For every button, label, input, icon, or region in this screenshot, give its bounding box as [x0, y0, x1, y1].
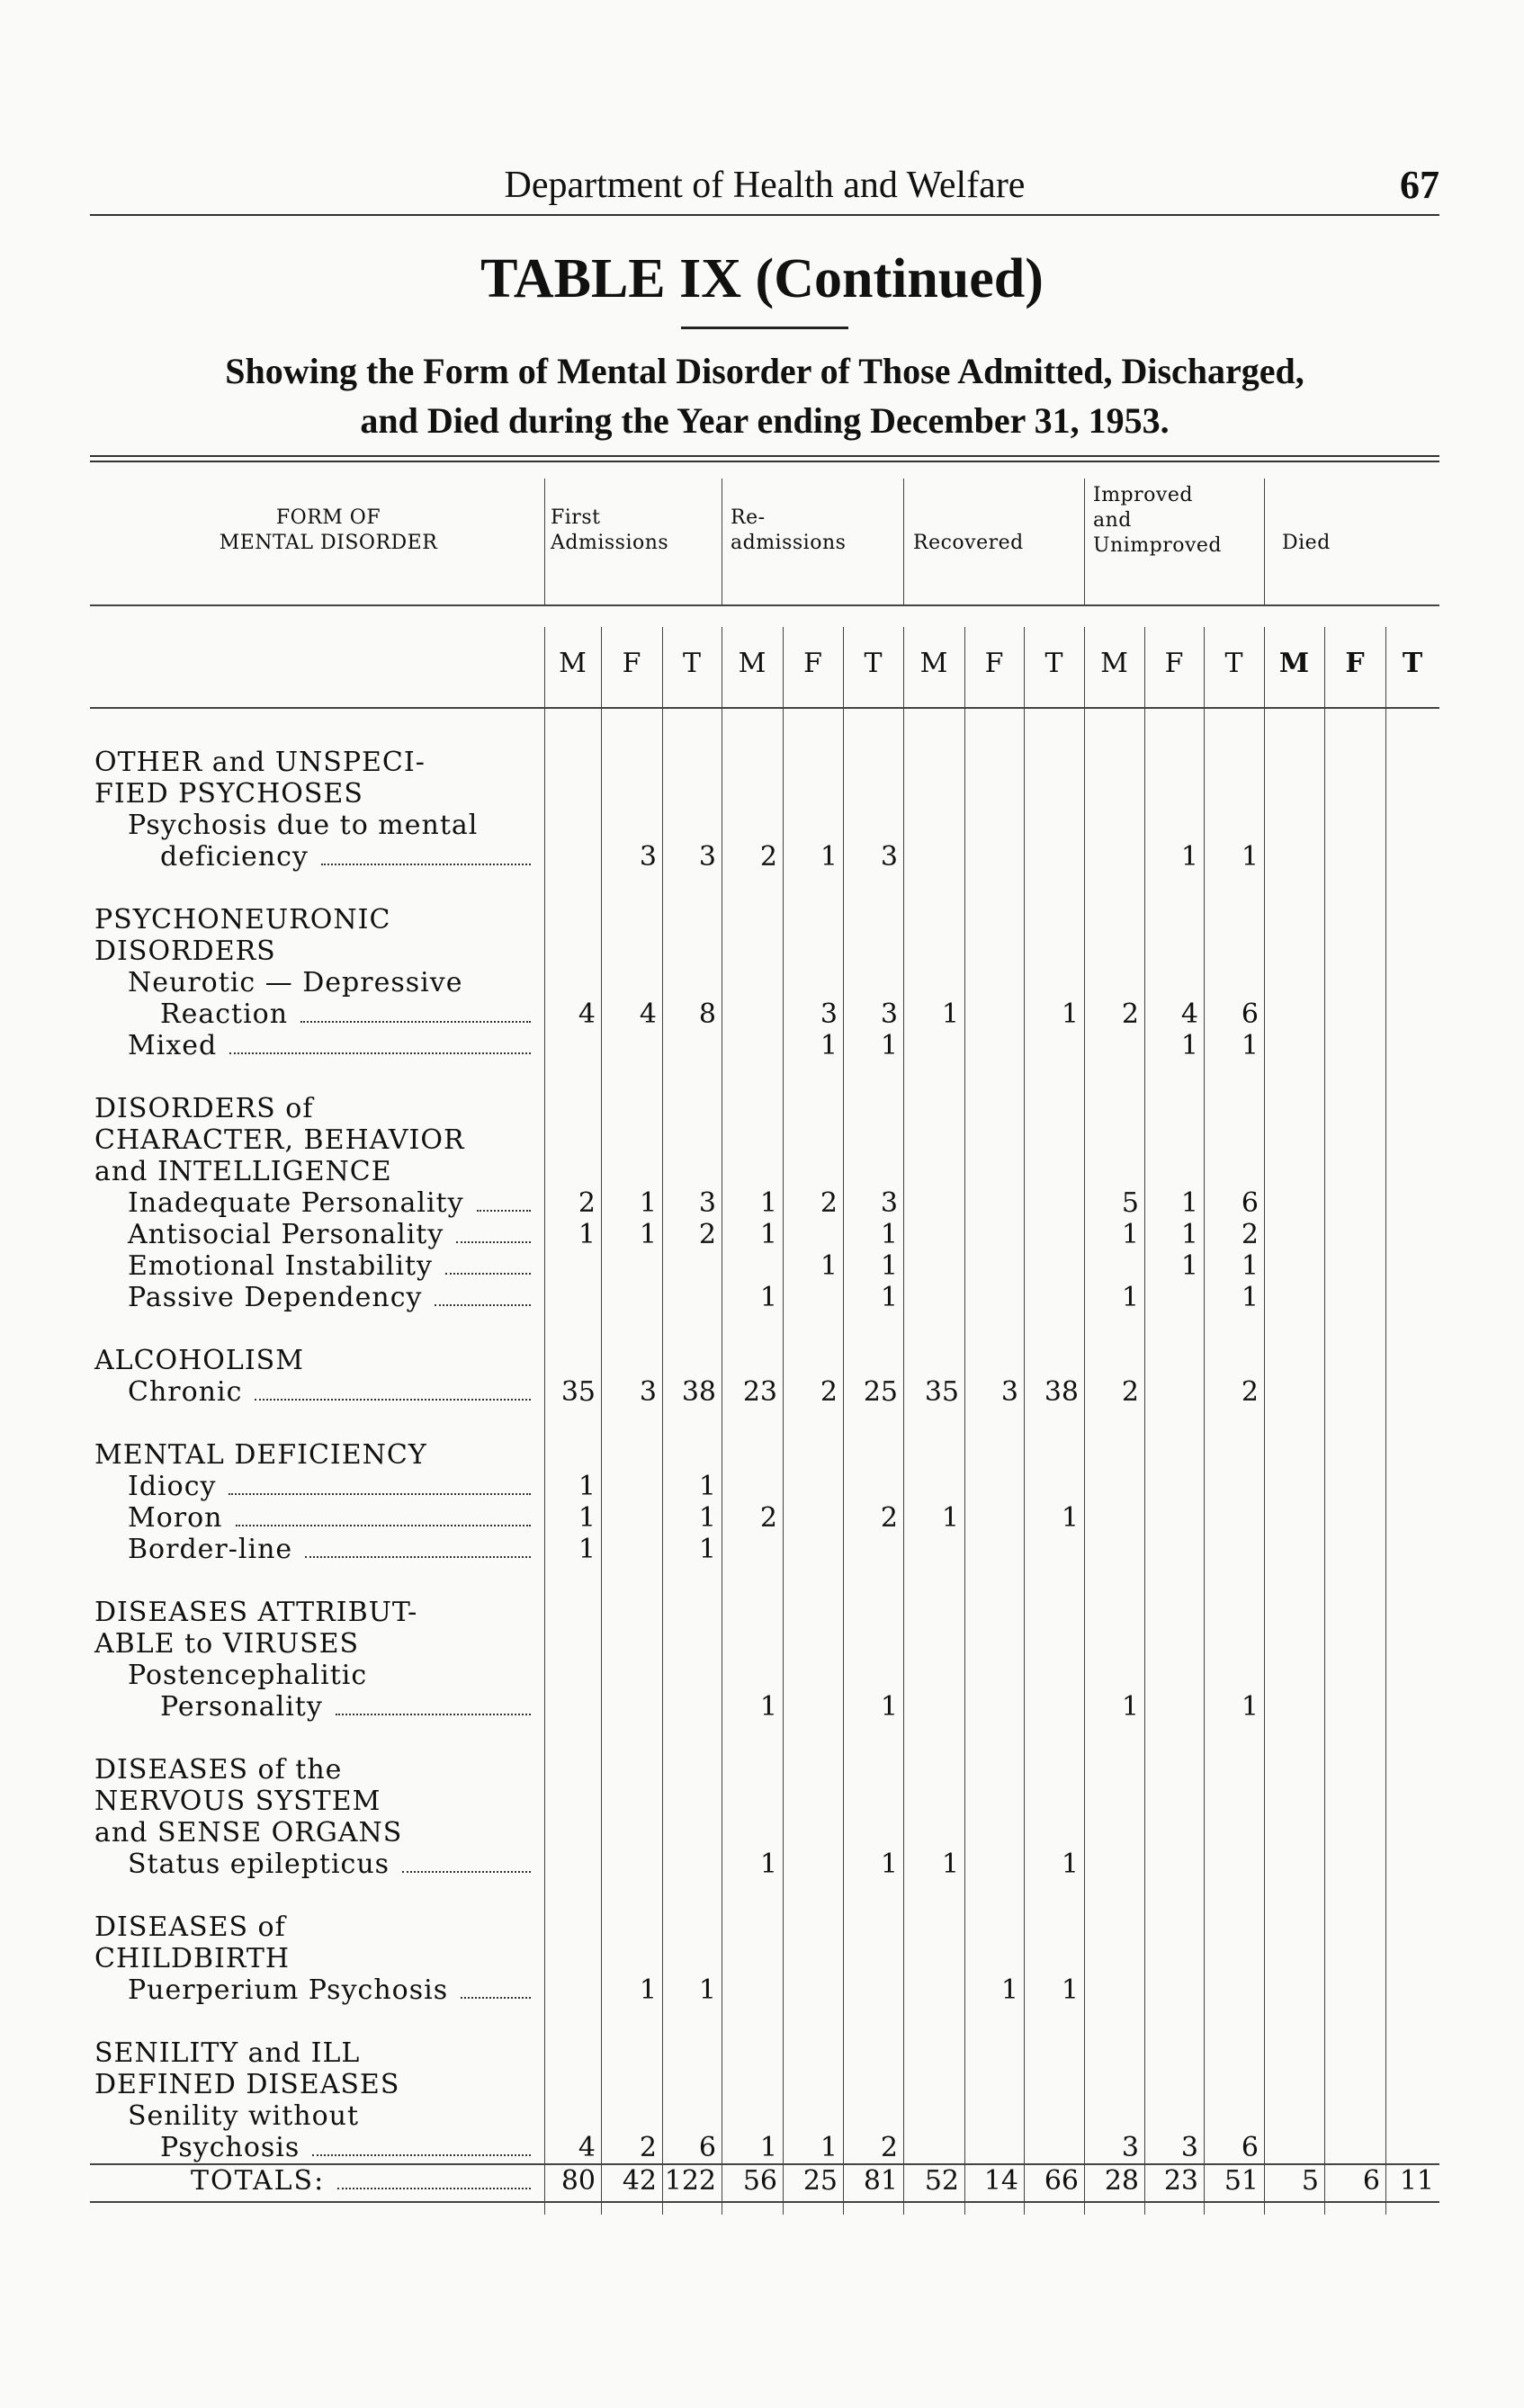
group-header-line: Re-	[731, 506, 766, 529]
column-divider	[1084, 627, 1085, 2215]
table-cell: 4	[578, 998, 596, 1030]
row-label	[128, 1660, 367, 1691]
table-cell: 1	[698, 1471, 716, 1502]
table-cell: 1	[941, 998, 959, 1030]
table-cell: 2	[1241, 1219, 1259, 1250]
group-header-line: and	[1093, 509, 1132, 532]
table-cell: 1	[820, 1250, 838, 1282]
table-cell: 3	[880, 1187, 898, 1219]
table-cell: 1	[1121, 1691, 1139, 1723]
table-cell: 4	[1180, 998, 1198, 1030]
table-cell: 2	[759, 841, 777, 873]
table-cell: 1	[1241, 1691, 1259, 1723]
totals-cell: 6	[1362, 2165, 1380, 2197]
section-heading: PSYCHONEURONIC	[94, 904, 391, 935]
table-cell: 38	[681, 1376, 716, 1408]
table-cell: 3	[880, 841, 898, 873]
section-heading: CHILDBIRTH	[94, 1943, 291, 1974]
group-header-first-admissions	[551, 506, 668, 556]
table-cell: 3	[880, 998, 898, 1030]
table-cell: 1	[880, 1219, 898, 1250]
table-cell: 3	[1000, 1376, 1018, 1408]
table-cell: 6	[698, 2132, 716, 2163]
table-subtitle	[90, 346, 1439, 445]
title-underline	[681, 327, 848, 329]
row-label	[128, 1250, 531, 1282]
column-divider	[903, 627, 904, 2215]
table-cell: 1	[941, 1502, 959, 1534]
row-label-text: Moron	[128, 1502, 223, 1534]
table-cell: 3	[1180, 2132, 1198, 2163]
row-label-text: Personality	[160, 1691, 323, 1723]
table-cell: 1	[578, 1502, 596, 1534]
row-label-text: Neurotic — Depressive	[128, 967, 463, 998]
stub-header-line: FORM OF	[275, 506, 381, 529]
table-cell: 1	[880, 1250, 898, 1282]
table-cell: 2	[1121, 1376, 1139, 1408]
totals-cell: 51	[1224, 2165, 1259, 2197]
column-header: T	[1044, 648, 1063, 679]
table-cell: 1	[1061, 1849, 1079, 1880]
statistics-table	[90, 461, 1439, 2197]
table-cell: 1	[1121, 1219, 1139, 1250]
table-cell: 1	[880, 1849, 898, 1880]
stub-header-line: MENTAL DISORDER	[219, 532, 438, 554]
table-cell: 1	[698, 1502, 716, 1534]
table-cell: 6	[1241, 998, 1259, 1030]
table-cell: 3	[639, 1376, 657, 1408]
row-label-text: Status epilepticus	[128, 1849, 390, 1880]
running-head	[90, 160, 1439, 216]
section-heading: NERVOUS SYSTEM	[94, 1786, 381, 1817]
row-label-text: Reaction	[160, 998, 289, 1030]
group-divider	[1084, 479, 1085, 604]
table-cell: 1	[880, 1282, 898, 1313]
table-cell: 1	[578, 1219, 596, 1250]
section-heading: ALCOHOLISM	[94, 1345, 304, 1376]
table-cell: 2	[820, 1376, 838, 1408]
table-cell: 1	[1241, 1250, 1259, 1282]
section-heading: DISORDERS	[94, 935, 276, 967]
dot-leader	[321, 863, 531, 865]
section-heading: SENILITY and ILL	[94, 2037, 361, 2069]
totals-cell: 122	[664, 2165, 716, 2197]
table-cell: 1	[1121, 1282, 1139, 1313]
table-cell: 25	[863, 1376, 898, 1408]
row-label-text: Chronic	[128, 1376, 243, 1408]
bottom-rule	[90, 2201, 1439, 2203]
section-heading: and INTELLIGENCE	[94, 1156, 392, 1187]
row-label-text: Antisocial Personality	[128, 1219, 444, 1250]
group-header-died	[1282, 531, 1331, 556]
column-header: M	[559, 648, 587, 679]
column-header: T	[682, 648, 701, 679]
column-divider	[1385, 627, 1386, 2215]
totals-cell: 66	[1044, 2165, 1079, 2197]
row-label	[128, 1471, 531, 1502]
table-cell: 1	[759, 1282, 777, 1313]
group-header-line: admissions	[731, 532, 847, 554]
table-title: TABLE IX (Continued)	[480, 248, 1044, 309]
group-header-improved-unimproved	[1093, 483, 1222, 559]
table-cell: 2	[1241, 1376, 1259, 1408]
table-cell: 3	[698, 1187, 716, 1219]
stub-header	[180, 506, 477, 556]
table-cell: 1	[578, 1471, 596, 1502]
table-cell: 8	[698, 998, 716, 1030]
table-cell: 2	[1121, 998, 1139, 1030]
table-cell: 1	[759, 2132, 777, 2163]
totals-cell: 80	[560, 2165, 596, 2197]
section-heading: and SENSE ORGANS	[94, 1817, 403, 1849]
row-label	[128, 1282, 531, 1313]
department-name: Department of Health and Welfare	[504, 165, 1026, 206]
dot-leader	[229, 1052, 531, 1054]
group-header-line: Recovered	[913, 532, 1024, 554]
column-header: M	[919, 648, 948, 679]
table-cell: 2	[759, 1502, 777, 1534]
row-label-text: Mixed	[128, 1030, 218, 1061]
group-header-line: Unimproved	[1093, 534, 1222, 557]
table-cell: 1	[639, 1187, 657, 1219]
table-cell: 3	[639, 841, 657, 873]
table-cell: 1	[1180, 1030, 1198, 1061]
group-divider	[544, 479, 545, 604]
table-cell: 3	[1121, 2132, 1139, 2163]
table-cell: 1	[1241, 841, 1259, 873]
totals-cell: 23	[1163, 2165, 1198, 2197]
table-cell: 38	[1044, 1376, 1079, 1408]
section-heading: OTHER and UNSPECI-	[94, 747, 426, 778]
totals-label-text: TOTALS:	[191, 2165, 326, 2197]
dot-leader	[461, 1996, 531, 1999]
section-heading: DISEASES of the	[94, 1754, 343, 1786]
table-cell: 2	[880, 1502, 898, 1534]
section-heading: FIED PSYCHOSES	[94, 778, 363, 810]
column-header: M	[1100, 648, 1128, 679]
table-cell: 6	[1241, 2132, 1259, 2163]
group-divider	[1264, 479, 1265, 604]
totals-cell: 11	[1399, 2165, 1434, 2197]
table-cell: 1	[1241, 1030, 1259, 1061]
table-cell: 2	[820, 1187, 838, 1219]
column-divider	[1264, 627, 1265, 2215]
subtitle-line-1: Showing the Form of Mental Disorder of Those Admitted, Discharged,	[225, 351, 1304, 391]
group-header-line: Admissions	[551, 532, 669, 554]
row-label-text: Senility without	[128, 2100, 360, 2132]
dot-leader	[456, 1240, 531, 1243]
section-heading: DISORDERS of	[94, 1093, 314, 1124]
table-cell: 6	[1241, 1187, 1259, 1219]
table-cell: 1	[1061, 1974, 1079, 2006]
table-cell: 5	[1121, 1187, 1139, 1219]
dot-leader	[236, 1524, 531, 1526]
column-header: M	[1278, 648, 1310, 679]
column-header: M	[738, 648, 766, 679]
column-header: F	[803, 648, 822, 679]
table-cell: 1	[639, 1974, 657, 2006]
group-header-line: First	[551, 506, 601, 529]
dot-leader	[337, 2187, 531, 2189]
table-cell: 4	[578, 2132, 596, 2163]
row-label-text: Puerperium Psychosis	[128, 1974, 449, 2006]
row-label	[128, 967, 462, 998]
row-label-text: Psychosis due to mental	[128, 810, 479, 841]
row-label-text: Psychosis	[160, 2132, 300, 2163]
page-number: 67	[1400, 163, 1439, 207]
table-cell: 1	[820, 841, 838, 873]
dot-leader	[402, 1870, 531, 1873]
row-label-text: deficiency	[160, 841, 309, 873]
table-cell: 1	[759, 1187, 777, 1219]
row-label-text: Inadequate Personality	[128, 1187, 464, 1219]
table-cell: 1	[759, 1691, 777, 1723]
table-cell: 1	[1180, 1219, 1198, 1250]
table-cell: 1	[759, 1849, 777, 1880]
row-label-text: Postencephalitic	[128, 1660, 368, 1691]
row-label-text: Idiocy	[128, 1471, 217, 1502]
table-cell: 1	[1180, 841, 1198, 873]
row-label-text: Passive Dependency	[128, 1282, 423, 1313]
table-cell: 1	[880, 1030, 898, 1061]
row-label	[128, 1376, 531, 1408]
totals-label	[191, 2165, 531, 2197]
column-header: F	[1345, 648, 1365, 679]
group-header-line: Improved	[1093, 484, 1193, 506]
column-header: T	[1402, 648, 1423, 679]
table-cell: 1	[698, 1534, 716, 1565]
dot-leader	[435, 1303, 531, 1306]
section-heading: DISEASES ATTRIBUT-	[94, 1597, 418, 1628]
table-cell: 1	[820, 2132, 838, 2163]
group-header-line: Died	[1282, 532, 1331, 554]
row-label	[128, 810, 478, 841]
row-label	[128, 1534, 531, 1565]
section-heading: MENTAL DEFICIENCY	[94, 1439, 427, 1471]
dot-leader	[336, 1713, 531, 1715]
dot-leader	[312, 2153, 531, 2156]
table-cell: 1	[759, 1219, 777, 1250]
table-cell: 1	[1180, 1187, 1198, 1219]
dot-leader	[300, 1020, 531, 1023]
totals-cell: 5	[1301, 2165, 1319, 2197]
column-header: T	[864, 648, 883, 679]
totals-cell: 42	[622, 2165, 657, 2197]
row-label	[128, 1187, 531, 1219]
row-label	[160, 2132, 531, 2163]
column-divider	[1324, 627, 1325, 2215]
subtitle-line-2: and Died during the Year ending December 31, 1953.	[360, 400, 1170, 441]
row-label	[160, 1691, 531, 1723]
column-header: T	[1224, 648, 1243, 679]
totals-cell: 25	[802, 2165, 838, 2197]
group-header-readmissions	[731, 506, 846, 556]
table-cell: 35	[924, 1376, 959, 1408]
column-header: F	[622, 648, 641, 679]
table-cell: 23	[742, 1376, 777, 1408]
dot-leader	[255, 1398, 531, 1401]
column-divider	[601, 627, 602, 2215]
row-label	[128, 1502, 531, 1534]
totals-cell: 14	[983, 2165, 1018, 2197]
row-label-text: Emotional Instability	[128, 1250, 433, 1282]
section-heading: CHARACTER, BEHAVIOR	[94, 1124, 465, 1156]
table-cell: 1	[1000, 1974, 1018, 2006]
table-cell: 1	[639, 1219, 657, 1250]
table-cell: 1	[578, 1534, 596, 1565]
totals-cell: 28	[1104, 2165, 1139, 2197]
table-cell: 2	[578, 1187, 596, 1219]
dot-leader	[477, 1209, 531, 1212]
group-header-recovered	[913, 531, 1024, 556]
table-cell: 2	[698, 1219, 716, 1250]
table-cell: 3	[820, 998, 838, 1030]
header-rule	[90, 604, 1439, 606]
section-heading: ABLE to VIRUSES	[94, 1628, 360, 1660]
table-cell: 1	[1061, 998, 1079, 1030]
table-cell: 1	[820, 1030, 838, 1061]
column-header: F	[1164, 648, 1184, 679]
row-label-text: Border-line	[128, 1534, 293, 1565]
totals-cell: 52	[924, 2165, 959, 2197]
table-cell: 1	[1241, 1282, 1259, 1313]
group-divider	[903, 479, 904, 604]
table-cell: 1	[880, 1691, 898, 1723]
table-cell: 4	[639, 998, 657, 1030]
row-label	[128, 1849, 531, 1880]
totals-cell: 81	[863, 2165, 898, 2197]
table-cell: 35	[560, 1376, 596, 1408]
row-label	[128, 1219, 531, 1250]
table-cell: 2	[880, 2132, 898, 2163]
table-cell: 1	[1061, 1502, 1079, 1534]
dot-leader	[305, 1555, 531, 1558]
row-label	[160, 841, 531, 873]
row-label	[128, 1030, 531, 1061]
subheader-rule	[90, 707, 1439, 709]
row-label	[128, 2100, 359, 2132]
dot-leader	[229, 1492, 531, 1495]
dot-leader	[445, 1272, 531, 1275]
table-cell: 1	[698, 1974, 716, 2006]
row-label	[160, 998, 531, 1030]
section-heading: DEFINED DISEASES	[94, 2069, 400, 2100]
totals-cell: 56	[742, 2165, 777, 2197]
table-cell: 1	[1180, 1250, 1198, 1282]
table-cell: 1	[941, 1849, 959, 1880]
section-heading: DISEASES of	[94, 1911, 286, 1943]
row-label	[128, 1974, 531, 2006]
column-header: F	[984, 648, 1004, 679]
table-cell: 2	[639, 2132, 657, 2163]
column-divider	[544, 627, 545, 2215]
table-cell: 3	[698, 841, 716, 873]
